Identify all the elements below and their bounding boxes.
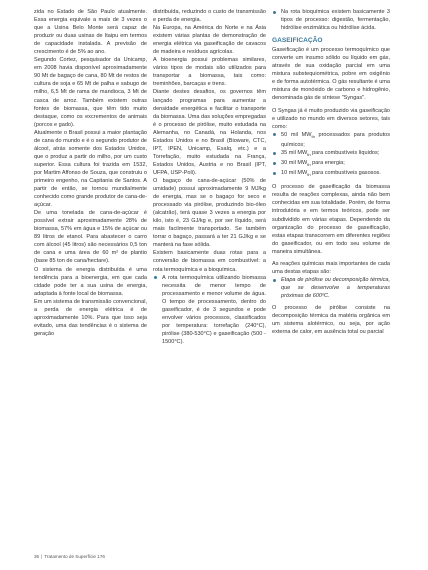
- paragraph: O processo de pirólise consiste na decomposição térmica da matéria orgânica em um sistema alotérmico, ou seja, por ação externa de calor, em ausência total ou parcial: [272, 304, 390, 336]
- list-item: 10 mil $MW_{th}$ para combustíveis gasosos.: [272, 169, 390, 179]
- reaction-list: [272, 276, 390, 300]
- paragraph: distribuída, reduzindo o custo de transmissão e perda de energia.: [153, 9, 266, 24]
- paragraph: A bioenergia possui problemas similares, vários tipos de modais são utilizados para transportar a biomassa, tais como: treminhões, barcaças e trens.: [153, 57, 266, 88]
- paragraph: O Syngas já é muito produzido via gaseificação e utilizado no mundo em diversos setores, tais como:: [272, 107, 390, 130]
- column-2: [153, 8, 266, 346]
- list-item: 50 mil $MW_{th}$ processados para produtos químicos;: [272, 131, 390, 149]
- page-number: 36: [34, 554, 40, 559]
- list-item: A rota termoquímica utilizando biomassa necessita de menor tempo de processamento e menor volume de água. O tempo de processamento, dentro do gaseificador, é de 3 segundos e pode envolver vários processos, classificados por temperatura: torrefação (240°C), pirólise (380-530°C) e gaseificação (500 - 1500°C).: [153, 274, 266, 346]
- column-3: [272, 8, 390, 336]
- paragraph: Gaseificação é um processo termoquímico que converte um insumo sólido ou líquido em gás, através de sua oxidação parcial em uma mistura substequiométrica, pobre em oxigênio e de forma autotérmica. O gás resultante é uma mistura de monóxido de carbono e hidrogênio, denominada gás de síntese "Syngas".: [272, 47, 390, 102]
- route-list: [272, 8, 390, 32]
- section-heading: GASEIFICAÇÃO: [272, 37, 323, 45]
- paragraph: Em um sistema de transmissão convencional, a perda de energia elétrica é de aproximadamente 10%. Para que isso seja evitado, uma das tendências é o sistema de geração: [34, 298, 147, 337]
- paragraph: Segundo Cortez, pesquisador da Unicamp, em 2008 havia disponível aproximadamente 90 Mt de bagaço de cana, 80 Mt de restos de cultura de soja e 65 Mt de palha e sabugo de milho, 6,5 Mt de rama de mandioca, 3 Mt de casca de arroz. Também existem outras fontes de biomassa, que têm tido muito destaque, como os excrementos de animais (porcos e gado).: [34, 57, 147, 128]
- syngas-usage-list: [272, 131, 390, 180]
- paragraph: As reações químicas mais importantes de cada uma destas etapas são:: [272, 260, 390, 275]
- paragraph: Atualmente o Brasil possui a maior plantação de cana do mundo e é o segundo produtor de álcool, atrás somente dos Estados Unidos, que o produz a partir do milho, por um custo superior. Essa cultura foi trazida em 1532, por Martim Affonso de Souza, que construiu o primeiro engenho, na Capitania de Santos. A partir de então, se tornou mundialmente conhecido como grande produtor de cana-de-açúcar.: [34, 129, 147, 209]
- footer-separator: |: [41, 554, 43, 559]
- paragraph: zida no Estado de São Paulo atualmente. Essa energia equivale a mais de 3 vezes o que a Usina Belo Monte será capaz de produzir ou duas usinas de Itaipu em termos de capacidade instalada. A previsão de crescimento é de 5% ao ano.: [34, 9, 147, 56]
- paragraph: O bagaço de cana-de-açúcar (50% de umidade) possui aproximadamente 9 MJ/kg de energia, mas se o bagaço for seco e processado via pirólise, produzindo bio-óleo (alcatrão), terá quase 3 vezes a energia por kilo, isto é, 23 GJ/kg e, por ser líquido, será mais facilmente transportado. Se também torrar o bagaço, passará a ter 21 GJ/kg e se manterá na fase sólida.: [153, 177, 266, 249]
- paragraph: O processo de gaseificação da biomassa resulta de reações complexas, ainda não bem conhecidas em sua totalidade. Porém, de forma introdutória e em termos teóricos, pode ser subdividido em várias etapas. Dependendo da organização do processo de gaseificação, estas etapas transcorrem em diferentes regiões do gaseificador, ou em todo seu volume de maneira simultânea.: [272, 184, 390, 255]
- page-footer: [34, 554, 105, 559]
- list-item: Etapa de pirólise ou decomposição térmica, que se desenvolve a temperaturas próximas de 600ºC.: [272, 276, 390, 300]
- list-item: 30 mil $MW_{th}$ para energia;: [272, 159, 390, 169]
- list-item: 35 mil $MW_{th}$ para combustíveis líquidos;: [272, 149, 390, 159]
- paragraph: Existem basicamente duas rotas para a conversão de biomassa em combustível: a rota termoquímica e a bioquímica.: [153, 250, 266, 273]
- list-item: Na rota bioquímica existem basicamente 3 tipos de processo: digestão, fermentação, hidrólise enzimática ou hidrólise ácida.: [272, 8, 390, 32]
- publication-name: Tratamento de Superfície 176: [44, 554, 105, 559]
- paragraph: Na Europa, na América do Norte e na Ásia existem várias plantas de demonstração de energia elétrica via gaseificação de cavacos de madeira e resíduos agrícolas.: [153, 25, 266, 56]
- paragraph: Diante destes desafios, os governos têm lançado programas para aumentar a densidade energética e facilitar o transporte da biomassa. Uma das soluções empregadas é o processo de pirólise, muito estudada na Alemanha, no Canadá, na Holanda, nos Estados Unidos e no Brasil (Bioware, CTC, IPT, IPEN, Unicamp, Esalq, etc.) e a Torrefação, muito estudada na França, Estados Unidos, Austria e no Brasil (IPT, UFPA, USP-Poli).: [153, 89, 266, 176]
- column-1: [34, 8, 147, 338]
- route-list: [153, 274, 266, 346]
- paragraph: De uma tonelada de cana-de-açúcar é possível extrair aproximadamente 28% de biomassa, 57% em água e 15% de açúcar ou 89 litros de etanol. Para abastecer o carro com álcool (45 litros) são necessários 0,5 ton de cana e uma área de 60 m² de plantio (base 85 ton de cana/hectare).: [34, 210, 147, 265]
- paragraph: O sistema de energia distribuída é uma tendência para a bioenergia, em que cada cidade pode ter a sua usina de energia, adaptada à fonte local de biomassa.: [34, 266, 147, 297]
